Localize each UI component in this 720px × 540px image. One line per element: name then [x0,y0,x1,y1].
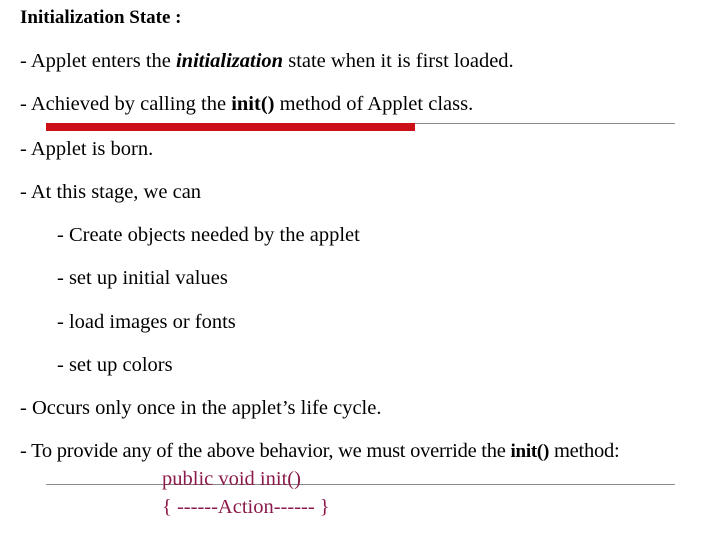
paragraph-init-method [20,92,473,116]
emphasis-term: initialization [175,50,284,72]
paragraph-text: state when it is first loaded. [283,50,514,72]
paragraph-text: - To provide any of the above behavior, we must override the [20,440,511,462]
sub-list-item: - load images or fonts [57,311,236,333]
divider-line-bottom [46,484,675,485]
paragraph-once: - Occurs only once in the applet’s life cycle. [20,397,382,419]
paragraph-override [20,439,619,464]
paragraph-text: method: [549,440,620,462]
slide-title: Initialization State : [20,7,182,28]
code-term: init() [231,93,275,115]
code-body: { ------Action------ } [162,496,330,518]
sub-list-item: - set up colors [57,354,173,376]
red-accent-bar [46,123,415,131]
paragraph-born: - Applet is born. [20,138,154,160]
paragraph-text: - Achieved by calling the [20,93,232,115]
code-signature: public void init() [162,468,301,490]
paragraph-text: - Applet enters the [20,50,176,72]
paragraph-text: method of Applet class. [274,93,474,115]
code-term: init() [510,441,550,462]
sub-list-item: - Create objects needed by the applet [57,224,360,246]
sub-list-item: - set up initial values [57,267,228,289]
paragraph-stage: - At this stage, we can [20,181,202,203]
paragraph-initialization [20,49,514,73]
divider-line-top [415,123,675,124]
